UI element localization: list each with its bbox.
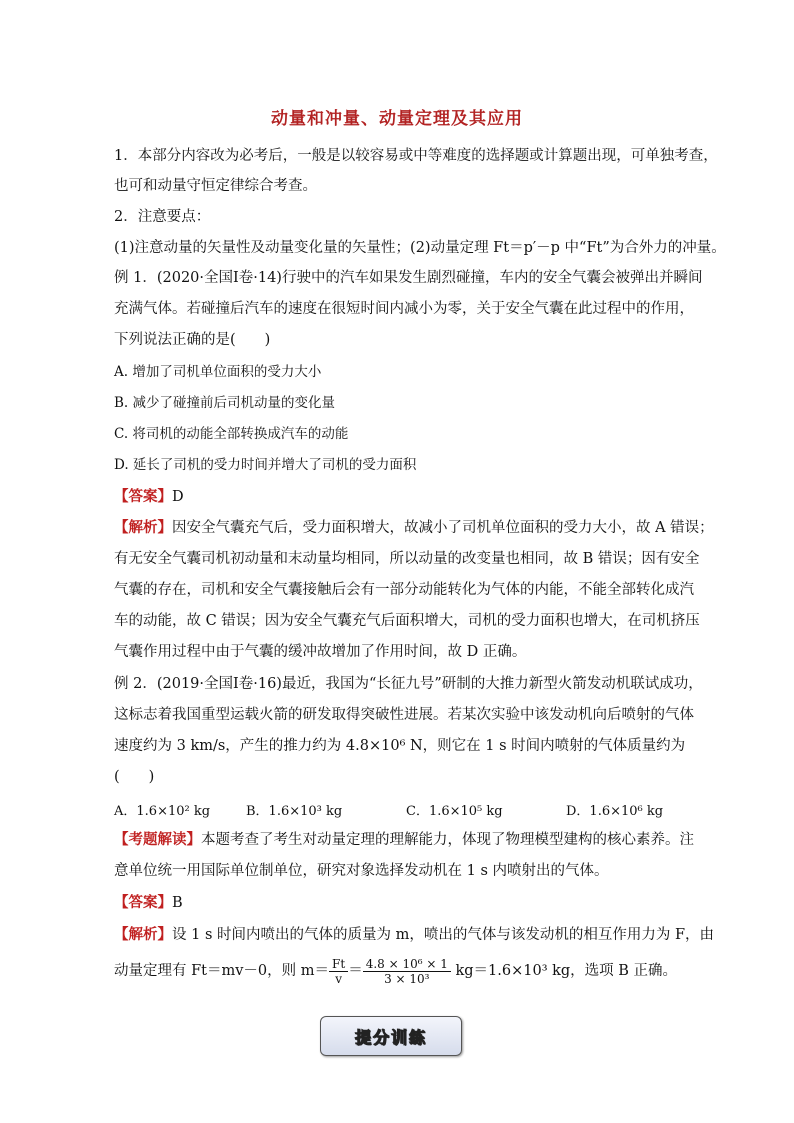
example-1-analysis-2: 有无安全气囊司机初动量和末动量均相同，所以动量的改变量也相同，故 B 错误；因有安全 [114,551,700,567]
example-2-option-c: C．1.6×10⁵ kg [406,804,503,819]
reading-text: 本题考查了考生对动量定理的理解能力，体现了物理模型建构的核心素养。注 [201,832,694,848]
example-1-analysis-1 [114,518,714,538]
fraction-numerator: Ft [329,957,348,972]
intro-line-3: 2．注意要点： [114,209,211,225]
fraction-denominator: 3 × 10³ [384,971,430,986]
example-2-question-2: 这标志着我国重型运载火箭的研发取得突破性进展。若某次实验中该发动机向后喷射的气体 [114,707,694,723]
reading-tag: 【考题解读】 [114,831,201,848]
example-1-question-1: 例 1．(2020·全国Ⅰ卷·14)行驶中的汽车如果发生剧烈碰撞，车内的安全气囊会被弹出并瞬间 [114,270,703,286]
equals-sign: ＝ [348,963,363,979]
practice-training-label: 提分训练 [354,1027,427,1047]
page-title: 动量和冲量、动量定理及其应用 [271,109,523,129]
example-2-reading-2: 意单位统一用国际单位制单位，研究对象选择发动机在 1 s 内喷射出的气体。 [114,863,609,879]
example-2-option-a: A．1.6×10² kg [114,804,211,819]
example-1-answer [114,487,694,507]
practice-training-button[interactable] [320,1016,462,1056]
fraction-numerator: 4.8 × 10⁶ × 1 [363,957,451,972]
intro-line-2: 也可和动量守恒定律综合考查。 [114,178,317,194]
example-2-question-4: ( ) [114,769,155,785]
answer-tag: 【答案】 [114,488,172,505]
fraction-ft-over-v [329,957,348,986]
example-2-option-d: D．1.6×10⁶ kg [566,804,664,819]
analysis-text: 因安全气囊充气后，受力面积增大，故减小了司机单位面积的受力大小，故 A 错误； [172,520,714,536]
example-2-answer [114,893,694,913]
example-1-question-3: 下列说法正确的是( ) [114,332,271,348]
analysis-text: 设 1 s 时间内喷出的气体的质量为 m，喷出的气体与该发动机的相互作用力为 F，由 [172,927,715,943]
example-1-question-2: 充满气体。若碰撞后汽车的速度在很短时间内减小为零，关于安全气囊在此过程中的作用， [114,301,694,317]
intro-line-4: (1)注意动量的矢量性及动量变化量的矢量性；(2)动量定理 Ft＝p′－p 中“Ft”为合外力的冲量。 [114,240,726,256]
example-1-option-c: C. 将司机的动能全部转换成汽车的动能 [114,426,349,442]
analysis-tag: 【解析】 [114,926,172,943]
example-2-analysis-2 [114,956,694,986]
intro-line-1: 1．本部分内容改为必考后，一般是以较容易或中等难度的选择题或计算题出现，可单独考查， [114,148,718,164]
example-2-question-3: 速度约为 3 km/s，产生的推力约为 4.8×10⁶ N，则它在 1 s 时间内喷射的气体质量约为 [114,738,686,754]
example-2-analysis-1 [114,925,715,945]
answer-tag: 【答案】 [114,894,172,911]
fraction-numeric [363,957,451,986]
example-2-question-1: 例 2．(2019·全国Ⅰ卷·16)最近，我国为“长征九号”研制的大推力新型火箭发动机联试成功， [114,676,703,692]
example-1-option-a: A. 增加了司机单位面积的受力大小 [114,364,322,380]
formula-result: kg＝1.6×10³ kg，选项 B 正确。 [450,963,678,979]
example-2-reading-1 [114,830,694,850]
example-1-option-d: D. 延长了司机的受力时间并增大了司机的受力面积 [114,457,417,473]
example-1-analysis-4: 车的动能，故 C 错误；因为安全气囊充气后面积增大，司机的受力面积也增大，在司机挤压 [114,613,700,629]
example-1-analysis-3: 气囊的存在，司机和安全气囊接触后会有一部分动能转化为气体的内能，不能全部转化成汽 [114,582,694,598]
analysis-tag: 【解析】 [114,519,172,536]
formula-prefix: 动量定理有 Ft＝mv－0，则 m＝ [114,963,330,979]
answer-value: B [172,895,183,911]
example-1-analysis-5: 气囊作用过程中由于气囊的缓冲故增加了作用时间，故 D 正确。 [114,644,527,660]
example-1-option-b: B. 减少了碰撞前后司机动量的变化量 [114,395,336,411]
answer-value: D [172,489,184,505]
example-2-option-b: B．1.6×10³ kg [246,804,343,819]
fraction-denominator: v [335,971,342,986]
